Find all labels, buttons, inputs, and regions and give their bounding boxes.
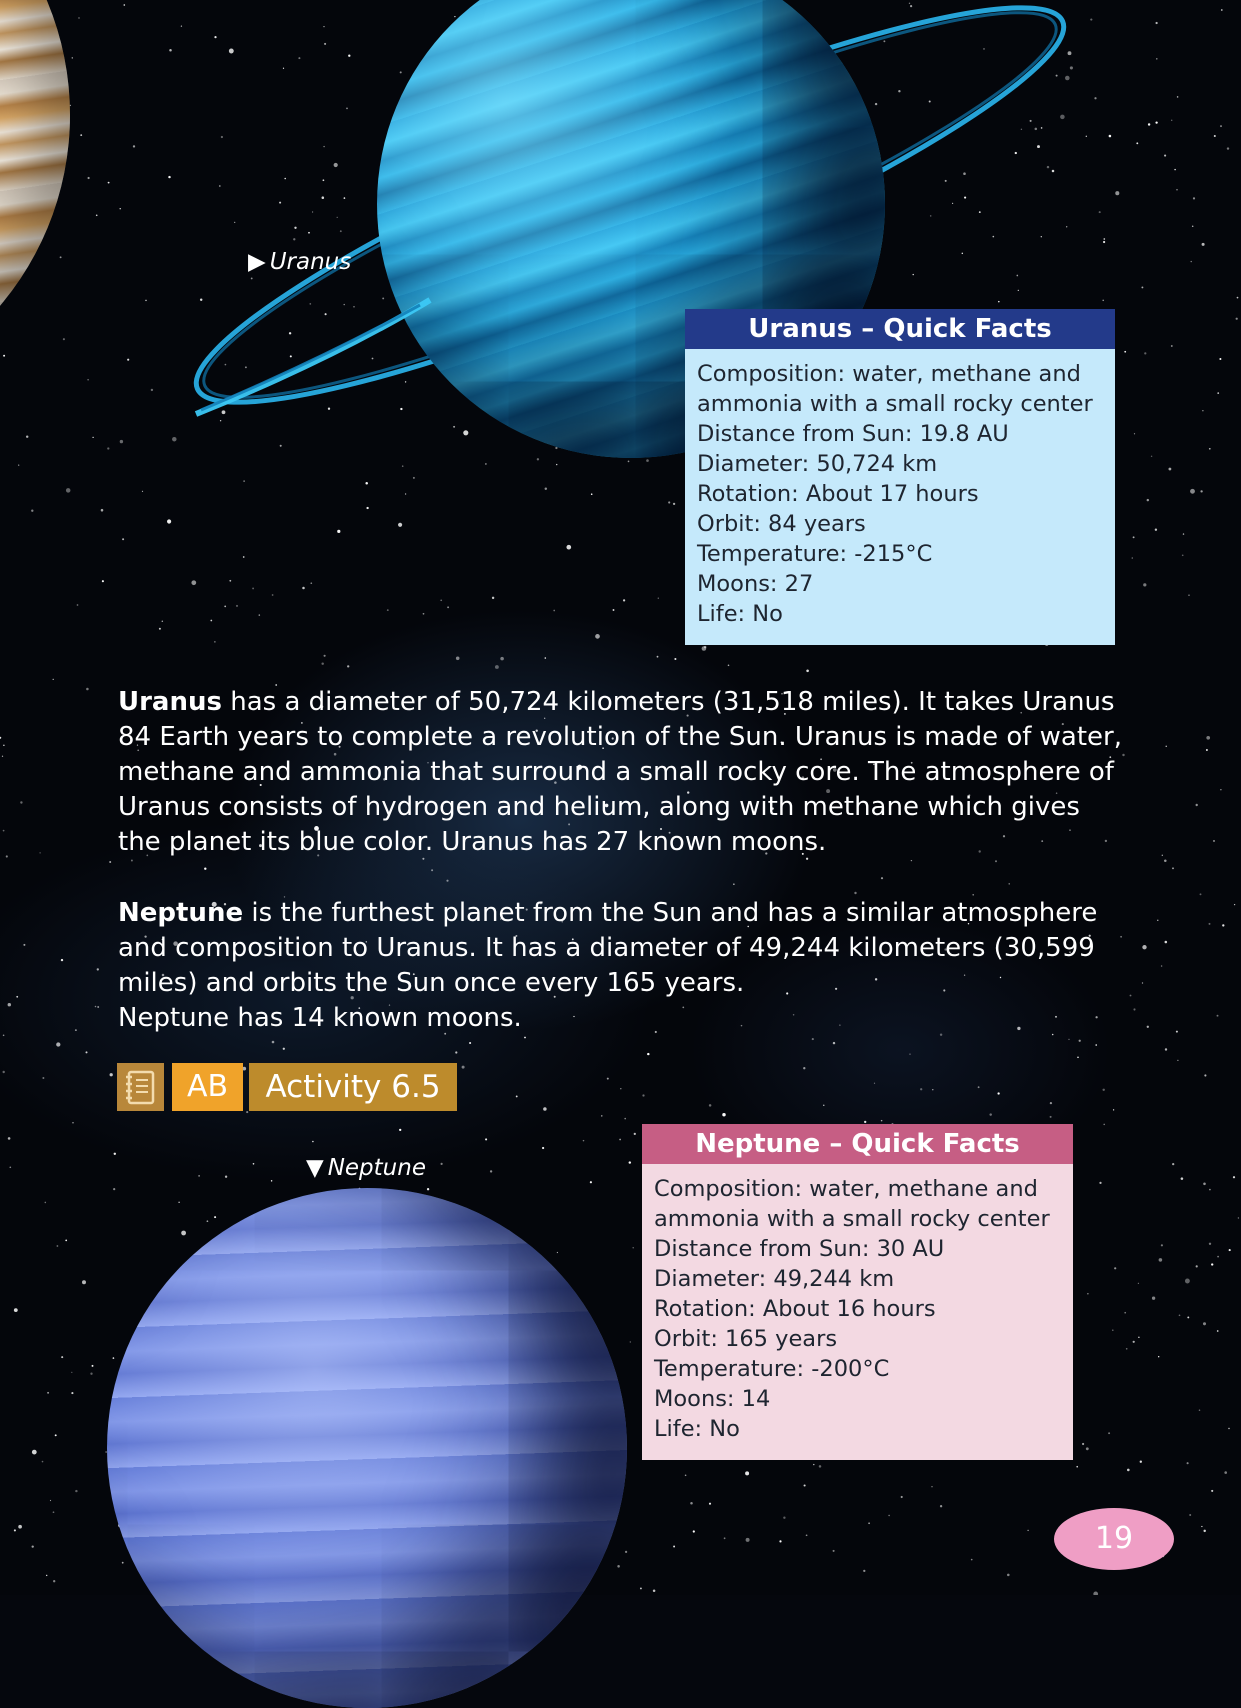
neptune-paragraph: [118, 896, 1128, 1036]
activity-book-button[interactable]: [117, 1063, 164, 1111]
fact-line: Life: No: [697, 601, 783, 627]
notebook-icon: [117, 1063, 164, 1111]
neptune-description: is the furthest planet from the Sun and has a similar atmosphere and composition to Uranus. It has a diameter of 49,244 kilometers (30,599 miles) and orbits the Sun once every 165 years.: [118, 898, 1098, 998]
uranus-facts-body: [685, 349, 1115, 645]
fact-line: Distance from Sun: 30 AU: [654, 1236, 945, 1262]
fact-line: Life: No: [654, 1416, 740, 1442]
fact-line: Composition: water, methane and: [654, 1176, 1038, 1202]
neptune-quick-facts: [642, 1124, 1073, 1460]
uranus-caption-text: Uranus: [269, 249, 352, 275]
fact-line: Composition: water, methane and: [697, 361, 1081, 387]
uranus-facts-title: Uranus – Quick Facts: [685, 309, 1115, 349]
page-number: 19: [1054, 1508, 1174, 1570]
neptune-facts-title: Neptune – Quick Facts: [642, 1124, 1073, 1164]
right-triangle-icon: ▶: [248, 249, 266, 275]
neptune-caption-text: Neptune: [327, 1155, 426, 1181]
fact-line: Rotation: About 16 hours: [654, 1296, 936, 1322]
neptune-term: Neptune: [118, 898, 244, 928]
fact-line: Rotation: About 17 hours: [697, 481, 979, 507]
down-triangle-icon: ▼: [306, 1155, 324, 1181]
activity-label[interactable]: Activity 6.5: [249, 1063, 457, 1111]
uranus-description: has a diameter of 50,724 kilometers (31,518 miles). It takes Uranus 84 Earth years to complete a revolution of the Sun. Uranus is made of water, methane and ammonia that surround a small rocky core. The atmosphere of Uranus consists of hydrogen and helium, along with methane which gives the planet its blue color. Uranus has 27 known moons.: [118, 687, 1122, 857]
uranus-quick-facts: [685, 309, 1115, 645]
fact-line: Distance from Sun: 19.8 AU: [697, 421, 1009, 447]
fact-line: Diameter: 50,724 km: [697, 451, 938, 477]
fact-line: Moons: 27: [697, 571, 814, 597]
fact-line: ammonia with a small rocky center: [697, 391, 1093, 417]
uranus-caption: [248, 249, 351, 275]
neptune-image: [107, 1188, 627, 1708]
neptune-facts-body: [642, 1164, 1073, 1460]
activity-book-badge[interactable]: AB: [172, 1063, 243, 1111]
neptune-moons-sentence: Neptune has 14 known moons.: [118, 1003, 522, 1033]
fact-line: ammonia with a small rocky center: [654, 1206, 1050, 1232]
fact-line: Orbit: 84 years: [697, 511, 866, 537]
fact-line: Temperature: -215°C: [697, 541, 933, 567]
neptune-caption: [306, 1155, 426, 1181]
uranus-paragraph: [118, 685, 1128, 860]
fact-line: Temperature: -200°C: [654, 1356, 890, 1382]
uranus-term: Uranus: [118, 687, 222, 717]
fact-line: Moons: 14: [654, 1386, 771, 1412]
fact-line: Orbit: 165 years: [654, 1326, 838, 1352]
fact-line: Diameter: 49,244 km: [654, 1266, 895, 1292]
